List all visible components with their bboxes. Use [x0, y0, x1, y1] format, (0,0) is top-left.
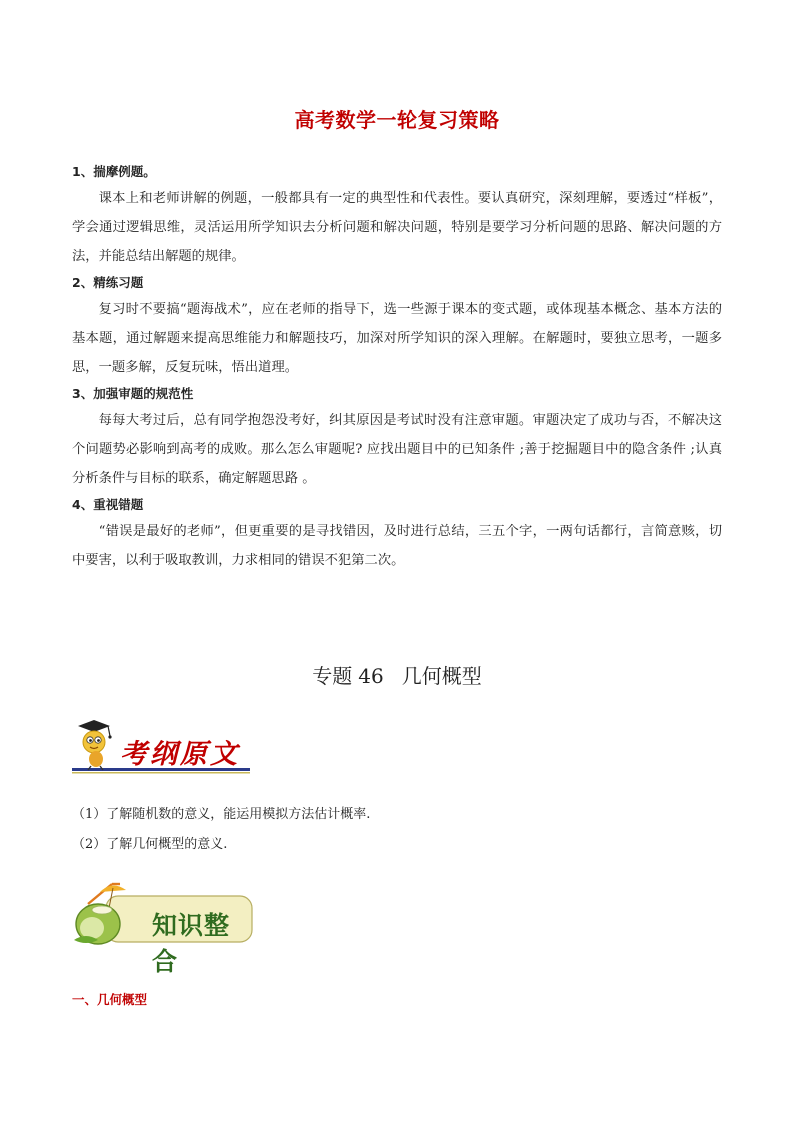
- topic-name: 几何概型: [401, 664, 482, 688]
- section-subheading: 一、几何概型: [72, 992, 148, 1007]
- section-body: 复习时不要搞“题海战术”，应在老师的指导下，选一些源于课本的变式题，或体现基本概念、基本方法的基本题，通过解题来提高思维能力和解题技巧，加深对所学知识的深入理解。在解题时，要独立思考，一题多思，一题多解，反复玩味，悟出道理。: [72, 302, 722, 375]
- zhishi-banner-text: 知识整合: [152, 911, 231, 976]
- section-3: [72, 382, 722, 493]
- outline-item: （2）了解几何概型的意义.: [72, 837, 228, 852]
- topic-prefix: 专题: [312, 664, 353, 688]
- strategy-sections: [72, 160, 722, 575]
- topic-title: [0, 660, 794, 689]
- section-2: [72, 271, 722, 382]
- section-1: [72, 160, 722, 271]
- kaogang-banner-text: 考纲原文: [120, 739, 240, 770]
- outline-list: [72, 800, 712, 860]
- section-heading: 3、加强审题的规范性: [72, 386, 194, 401]
- outline-item: （1）了解随机数的意义，能运用模拟方法估计概率.: [72, 807, 371, 822]
- section-body: 课本上和老师讲解的例题，一般都具有一定的典型性和代表性。要认真研究，深刻理解，要透过“样板”，学会通过逻辑思维，灵活运用所学知识去分析问题和解决问题，特别是要学习分析问题的思路、解决问题的方法，并能总结出解题的规律。: [72, 191, 722, 264]
- zhishi-banner: [72, 878, 254, 976]
- section-4: [72, 493, 722, 575]
- kaogang-banner: [72, 712, 252, 776]
- section-body: “错误是最好的老师”，但更重要的是寻找错因，及时进行总结，三五个字，一两句话都行，言简意赅，切中要害，以利于吸取教训，力求相同的错误不犯第二次。: [72, 524, 722, 568]
- page-title: 高考数学一轮复习策略: [294, 108, 500, 132]
- section-heading: 2、精练习题: [72, 275, 144, 290]
- section-body: 每每大考过后，总有同学抱怨没考好，纠其原因是考试时没有注意审题。审题决定了成功与否，不解决这个问题势必影响到高考的成败。那么怎么审题呢? 应找出题目中的已知条件 ;善于挖掘题目中的隐含条件 ;认真分析条件与目标的联系，确定解题思路 。: [72, 413, 722, 486]
- topic-number: 46: [358, 664, 384, 688]
- section-heading: 1、揣摩例题。: [72, 164, 156, 179]
- section-heading: 4、重视错题: [72, 497, 144, 512]
